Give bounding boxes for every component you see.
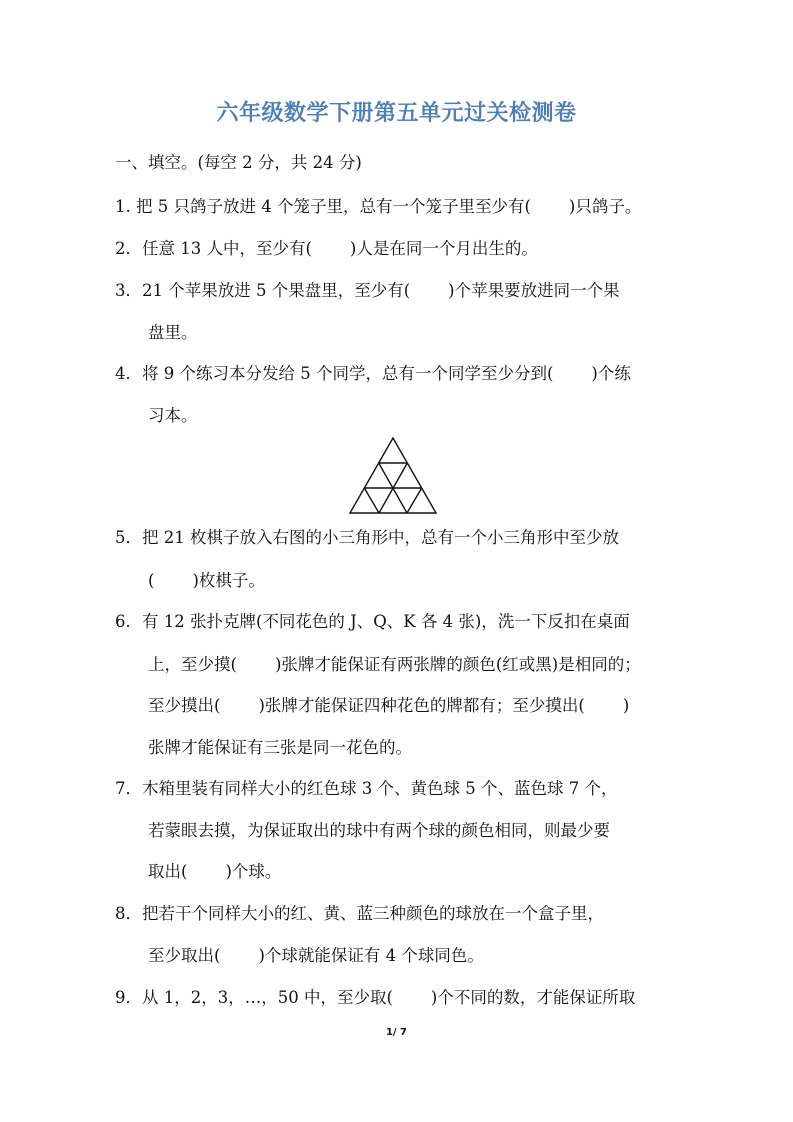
question-5: 5．把 21 枚棋子放入右图的小三角形中，总有一个小三角形中至少放 [115,528,619,547]
question-6-cont-3: 张牌才能保证有三张是同一花色的。 [148,738,412,757]
question-7-cont-2: 取出( )个球。 [148,862,282,881]
question-1: 1. 把 5 只鸽子放进 4 个笼子里，总有一个笼子里至少有( )只鸽子。 [115,197,642,216]
page-title: 六年级数学下册第五单元过关检测卷 [216,101,577,126]
question-7: 7．木箱里装有同样大小的红色球 3 个、黄色球 5 个、蓝色球 7 个， [115,779,618,798]
question-5-cont: ( )枚棋子。 [148,571,265,590]
question-6-cont-2: 至少摸出( )张牌才能保证四种花色的牌都有；至少摸出( ) [148,696,630,715]
triangle-figure [348,436,438,516]
question-3-cont: 盘里。 [148,323,198,342]
question-7-cont-1: 若蒙眼去摸，为保证取出的球中有两个球的颜色相同，则最少要 [148,821,610,840]
question-4: 4．将 9 个练习本分发给 5 个同学，总有一个同学至少分到( )个练 [115,364,631,383]
page-number: 1/ 7 [385,1027,408,1038]
question-8: 8．把若干个同样大小的红、黄、蓝三种颜色的球放在一个盒子里， [115,904,604,923]
question-4-cont: 习本。 [148,406,198,425]
question-9: 9．从 1，2，3，…，50 中，至少取( )个不同的数，才能保证所取 [115,988,636,1007]
question-2: 2．任意 13 人中，至少有( )人是在同一个月出生的。 [115,239,538,258]
question-6-cont-1: 上，至少摸( )张牌才能保证有两张牌的颜色(红或黑)是相同的； [148,655,641,674]
question-3: 3．21 个苹果放进 5 个果盘里，至少有( )个苹果要放进同一个果 [115,281,620,300]
question-6: 6．有 12 张扑克牌(不同花色的 J、Q、K 各 4 张)，洗一下反扣在桌面 [115,612,630,631]
question-8-cont: 至少取出( )个球就能保证有 4 个球同色。 [148,946,484,965]
section-heading: 一、填空。(每空 2 分，共 24 分) [115,153,362,172]
